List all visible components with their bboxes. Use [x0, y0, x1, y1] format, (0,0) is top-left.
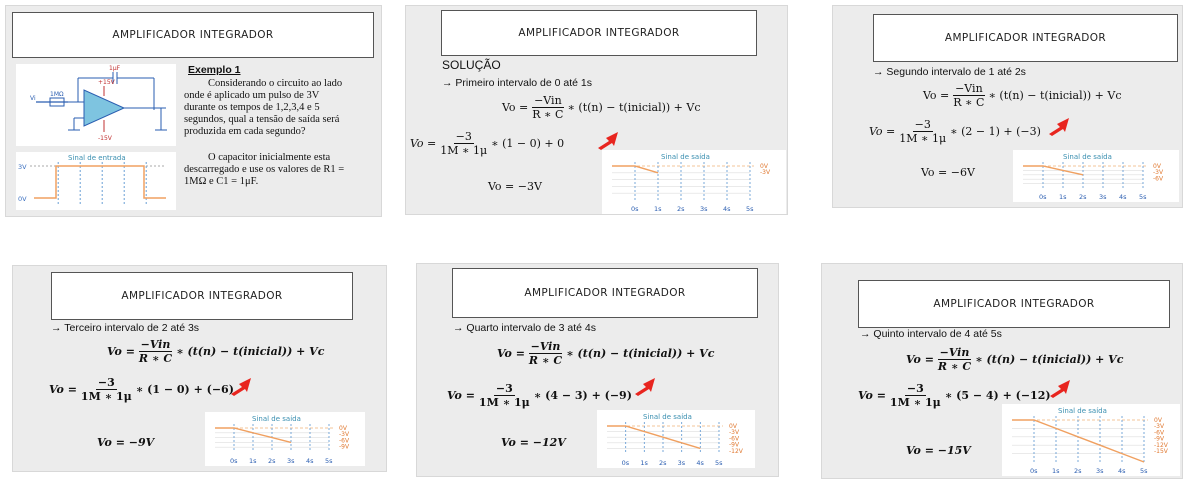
output-signal-chart: [1002, 404, 1180, 476]
output-chart-legend-label: -12V: [1154, 441, 1168, 449]
calc-lhs: Vo =: [858, 389, 886, 402]
output-chart-tick: 4s: [696, 459, 704, 467]
output-chart-legend-label: -3V: [729, 429, 740, 437]
calc-rest: ∗ (2 − 1) + (−3): [950, 125, 1041, 138]
calc-lhs: Vo =: [447, 389, 475, 402]
output-chart-tick: 4s: [1118, 467, 1126, 475]
calc-lhs: Vo =: [869, 125, 896, 138]
output-chart-tick: 0s: [631, 205, 639, 213]
paragraph-1-line: onde é aplicado um pulso de 3V: [184, 90, 320, 101]
slide-title: AMPLIFICADOR INTEGRADOR: [858, 280, 1170, 328]
output-chart-tick: 2s: [268, 457, 276, 465]
output-chart-tick: 2s: [1079, 193, 1087, 201]
output-chart-legend-label: -6V: [1154, 429, 1165, 437]
output-chart-tick: 0s: [1030, 467, 1038, 475]
formula-rest: ∗ (t(n) − t(inicial)) + Vc: [988, 89, 1122, 102]
calc-numerator: −3: [906, 382, 924, 395]
calc-numerator: −3: [97, 376, 115, 389]
formula-denominator: R ∗ C: [528, 354, 563, 367]
paragraph-1-line: Considerando o circuito ao lado: [208, 78, 343, 89]
calc-rest: ∗ (5 − 4) + (−12): [944, 389, 1051, 402]
example-title: Exemplo 1: [188, 64, 241, 76]
formula-numerator: −Vin: [955, 82, 983, 95]
paragraph-2-line: descarregado e use os valores de R1 =: [184, 164, 345, 175]
slide-5: [416, 263, 779, 477]
calc-denominator: 1M ∗ 1μ: [440, 144, 488, 157]
output-chart-tick: 5s: [1139, 193, 1147, 201]
output-chart-legend-label: -3V: [1153, 169, 1164, 177]
slide-1: [5, 5, 382, 217]
output-chart-tick: 5s: [746, 205, 754, 213]
formula-numerator: −Vin: [140, 338, 171, 351]
general-formula: [107, 338, 324, 365]
slide-3: [832, 5, 1183, 208]
calculation: [869, 118, 1041, 145]
formula-numerator: −Vin: [530, 340, 561, 353]
output-signal-svg: [1002, 404, 1180, 476]
formula-rest: ∗ (t(n) − t(inicial)) + Vc: [176, 345, 325, 358]
red-arrow-icon: [1046, 378, 1072, 398]
formula-lhs: Vo =: [107, 345, 135, 358]
circuit-r-label: 1MΩ: [50, 91, 64, 98]
integrator-circuit-diagram: [16, 64, 176, 146]
output-chart-tick: 3s: [1099, 193, 1107, 201]
output-chart-legend-label: -3V: [1154, 423, 1165, 431]
paragraph-1-line: durante os tempos de 1,2,3,4 e 5: [184, 102, 320, 113]
output-chart-title: Sinal de saída: [252, 415, 301, 423]
output-signal-chart: [1013, 150, 1179, 202]
output-chart-legend-label: -15V: [1154, 448, 1168, 455]
output-chart-legend-label: -6V: [729, 435, 740, 443]
formula-lhs: Vo =: [502, 101, 529, 114]
output-chart-tick: 5s: [325, 457, 333, 465]
formula-denominator: R ∗ C: [532, 108, 564, 121]
output-chart-title: Sinal de saída: [1058, 407, 1107, 415]
calculation: [410, 130, 564, 157]
interval-label: → Quinto intervalo de 4 até 5s: [860, 328, 1002, 340]
slide-2: [405, 5, 788, 215]
output-chart-legend-label: -6V: [1153, 175, 1164, 183]
paragraph-1-line: produzida em cada segundo?: [184, 126, 306, 137]
circuit-vneg-label: -15V: [98, 135, 112, 142]
output-chart-tick: 5s: [1140, 467, 1148, 475]
output-chart-tick: 3s: [1096, 467, 1104, 475]
output-chart-tick: 0s: [230, 457, 238, 465]
result: Vo = −12V: [501, 436, 566, 449]
calculation: [49, 376, 234, 403]
interval-label: → Segundo intervalo de 1 até 2s: [873, 66, 1026, 78]
paragraph-2-line: O capacitor inicialmente esta: [208, 152, 331, 163]
output-chart-tick: 4s: [306, 457, 314, 465]
output-chart-tick: 4s: [723, 205, 731, 213]
output-chart-tick: 3s: [677, 459, 686, 467]
input-signal-chart: [16, 152, 176, 210]
calc-numerator: −3: [495, 382, 513, 395]
calc-numerator: −3: [914, 118, 931, 131]
calc-denominator: 1M ∗ 1μ: [80, 390, 132, 403]
input-chart-ylabel: 3V: [18, 163, 27, 171]
output-chart-tick: 2s: [677, 205, 685, 213]
general-formula: [502, 94, 701, 121]
slide-6: [821, 263, 1183, 479]
output-signal-svg: [205, 412, 365, 466]
interval-label: → Primeiro intervalo de 0 até 1s: [442, 77, 592, 89]
output-chart-legend-label: -3V: [339, 431, 350, 439]
output-chart-legend-label: 0V: [760, 163, 768, 170]
calc-rest: ∗ (4 − 3) + (−9): [533, 389, 632, 402]
red-arrow-icon: [594, 130, 620, 150]
formula-lhs: Vo =: [906, 353, 934, 366]
slide-title: AMPLIFICADOR INTEGRADOR: [441, 10, 757, 56]
paragraph-2-line: 1MΩ e C1 = 1μF.: [184, 176, 259, 187]
formula-denominator: R ∗ C: [937, 360, 972, 373]
output-chart-legend-label: 0V: [339, 425, 347, 432]
result: Vo = −9V: [97, 436, 155, 449]
output-chart-legend-label: -3V: [760, 169, 771, 177]
circuit-vi-label: Vi: [30, 95, 36, 102]
slide-title: AMPLIFICADOR INTEGRADOR: [12, 12, 374, 58]
calculation: [447, 382, 632, 409]
output-chart-legend-label: -9V: [729, 441, 740, 449]
input-signal-svg: [16, 152, 176, 210]
formula-denominator: R ∗ C: [953, 96, 985, 109]
solution-label: SOLUÇÃO: [442, 58, 501, 72]
calc-numerator: −3: [455, 130, 472, 143]
output-chart-tick: 1s: [1059, 193, 1067, 201]
input-chart-ylabel: 0V: [18, 195, 27, 203]
output-signal-chart: [597, 410, 755, 468]
example-paragraph-2: [184, 152, 376, 188]
red-arrow-icon: [631, 376, 657, 396]
output-chart-tick: 1s: [654, 205, 662, 213]
output-chart-legend-label: -12V: [729, 447, 743, 455]
output-chart-tick: 4s: [1119, 193, 1127, 201]
output-chart-tick: 0s: [621, 459, 630, 467]
formula-denominator: R ∗ C: [138, 352, 173, 365]
output-chart-title: Sinal de saída: [643, 413, 692, 421]
output-chart-legend-label: 0V: [729, 423, 737, 430]
output-chart-tick: 2s: [1074, 467, 1082, 475]
formula-rest: ∗ (t(n) − t(inicial)) + Vc: [975, 353, 1124, 366]
general-formula: [497, 340, 714, 367]
interval-label: → Quarto intervalo de 3 até 4s: [453, 322, 596, 334]
output-signal-svg: [602, 150, 786, 214]
formula-rest: ∗ (t(n) − t(inicial)) + Vc: [566, 347, 715, 360]
example-paragraph-1: [184, 78, 376, 138]
output-chart-legend-label: -9V: [339, 443, 350, 451]
formula-numerator: −Vin: [534, 94, 562, 107]
output-signal-chart: [205, 412, 365, 466]
output-chart-tick: 1s: [640, 459, 648, 467]
formula-rest: ∗ (t(n) − t(inicial)) + Vc: [567, 101, 701, 114]
calc-denominator: 1M ∗ 1μ: [478, 396, 530, 409]
circuit-c-label: 1μF: [109, 65, 121, 72]
formula-numerator: −Vin: [939, 346, 970, 359]
output-chart-legend-label: -6V: [339, 437, 350, 445]
input-chart-title: Sinal de entrada: [68, 154, 126, 162]
output-chart-title: Sinal de saída: [1063, 153, 1112, 161]
output-chart-tick: 0s: [1039, 193, 1047, 201]
slide-title: AMPLIFICADOR INTEGRADOR: [51, 272, 353, 320]
output-chart-legend-label: 0V: [1154, 417, 1162, 424]
paragraph-1-line: segundos, qual a tensão de saída será: [184, 114, 340, 125]
output-chart-legend-label: 0V: [1153, 163, 1161, 170]
slide-title: AMPLIFICADOR INTEGRADOR: [873, 14, 1178, 62]
output-chart-tick: 5s: [715, 459, 723, 467]
output-chart-tick: 1s: [249, 457, 257, 465]
red-arrow-icon: [227, 376, 253, 396]
general-formula: [906, 346, 1123, 373]
output-signal-svg: [597, 410, 755, 468]
output-chart-title: Sinal de saída: [661, 153, 710, 161]
calc-lhs: Vo =: [410, 137, 437, 150]
output-chart-tick: 3s: [700, 205, 708, 213]
general-formula: [923, 82, 1122, 109]
calc-lhs: Vo =: [49, 383, 77, 396]
output-chart-tick: 3s: [287, 457, 295, 465]
calc-denominator: 1M ∗ 1μ: [899, 132, 947, 145]
formula-lhs: Vo =: [923, 89, 950, 102]
output-chart-tick: 1s: [1052, 467, 1060, 475]
output-signal-chart: [602, 150, 786, 214]
calc-rest: ∗ (1 − 0) + 0: [491, 137, 565, 150]
slide-4: [12, 265, 387, 472]
output-chart-legend-label: -9V: [1154, 435, 1165, 443]
calc-denominator: 1M ∗ 1μ: [889, 396, 941, 409]
result: Vo = −15V: [906, 444, 971, 457]
result: Vo = −3V: [488, 180, 542, 193]
circuit-vpos-label: +15V: [98, 79, 115, 86]
interval-label: → Terceiro intervalo de 2 até 3s: [51, 322, 200, 334]
output-chart-tick: 2s: [659, 459, 667, 467]
formula-lhs: Vo =: [497, 347, 525, 360]
red-arrow-icon: [1045, 116, 1071, 136]
result: Vo = −6V: [921, 166, 975, 179]
calc-rest: ∗ (1 − 0) + (−6): [135, 383, 234, 396]
slide-title: AMPLIFICADOR INTEGRADOR: [452, 268, 758, 318]
output-signal-svg: [1013, 150, 1179, 202]
